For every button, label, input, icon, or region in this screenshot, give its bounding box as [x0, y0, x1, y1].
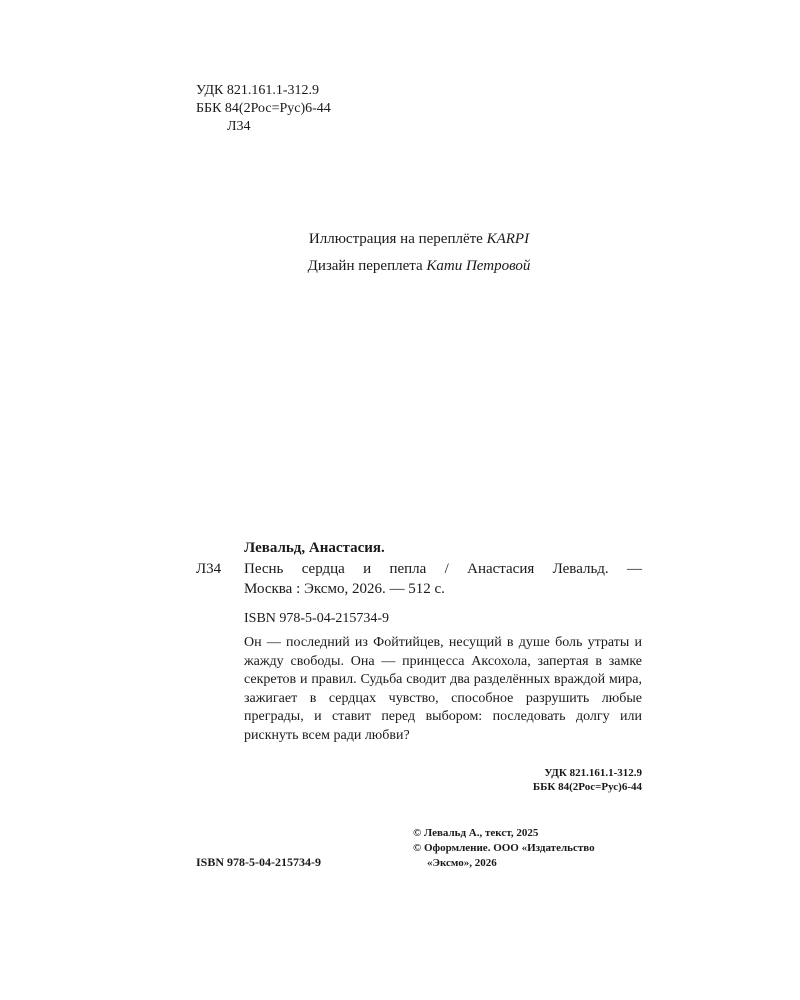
entry-isbn: ISBN 978-5-04-215734-9: [244, 611, 390, 626]
cover-credits: [0, 230, 800, 284]
author-name: Левальд, Анастасия.: [244, 540, 385, 556]
book-annotation: Он — последний из Фойтийцев, несущий в душе боль утраты и жажду свободы. Она — принцесса Аксохола, запертая в замке секретов и правил. Судьба сводит два разделённых враждой мира, зажигает в сердцах чувство, способное разрушить любые преграды, и ставит перед выбором: последовать долгу или рискнуть всем ради любви?: [244, 635, 642, 743]
illustration-credit: [0, 230, 800, 249]
author-mark: Л34: [227, 119, 251, 134]
udk-header: [196, 82, 331, 136]
copyright-design-cont: «Эксмо», 2026: [427, 857, 497, 869]
illustration-artist: KARPI: [486, 231, 530, 247]
bbk-code-small: ББК 84(2Рос=Рус)6-44: [532, 781, 642, 793]
copyright-notices: [413, 826, 595, 871]
copyright-text: © Левальд А., текст, 2025: [413, 827, 539, 839]
copyright-design: © Оформление. ООО «Издательство: [413, 842, 595, 854]
udk-code: УДК 821.161.1-312.9: [196, 83, 320, 98]
design-label: Дизайн переплета: [307, 258, 427, 274]
title-line: Песнь сердца и пепла / Анастасия Левальд. —: [244, 561, 642, 577]
footer-isbn: ISBN 978-5-04-215734-9: [196, 855, 321, 869]
design-artist: Кати Петровой: [426, 258, 531, 274]
bbk-code: ББК 84(2Рос=Рус)6-44: [196, 101, 331, 116]
publication-line: Москва : Эксмо, 2026. — 512 с.: [244, 581, 445, 597]
classification-codes: [430, 766, 642, 794]
design-credit: [0, 257, 800, 276]
entry-author-mark: Л34: [196, 561, 222, 577]
udk-code-small: УДК 821.161.1-312.9: [544, 767, 642, 779]
illustration-label: Иллюстрация на переплёте: [308, 231, 487, 247]
